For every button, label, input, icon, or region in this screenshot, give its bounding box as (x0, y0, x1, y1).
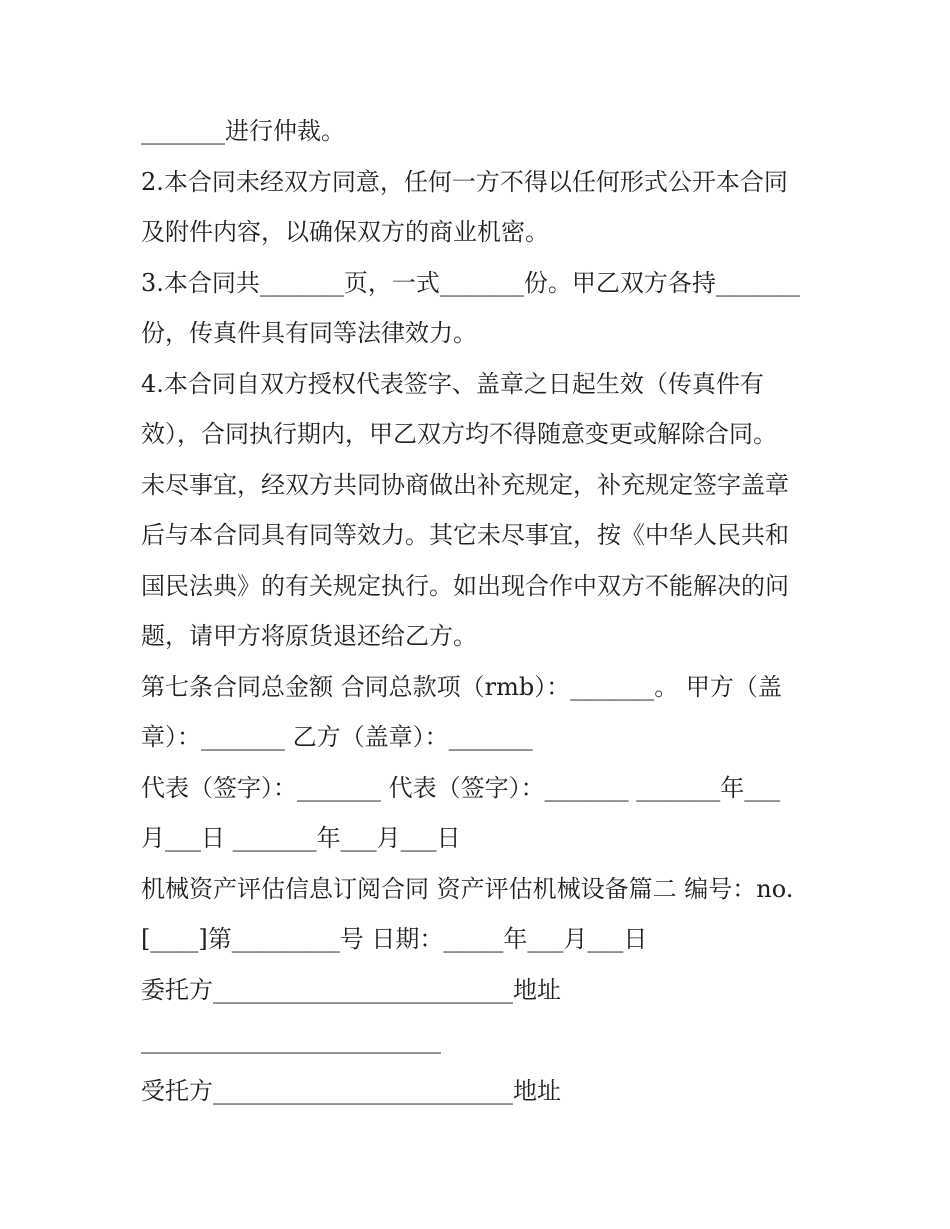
text-line-clause-4-part3: 未尽事宜，经双方共同协商做出补充规定，补充规定签字盖章 (141, 470, 789, 499)
text-line-clause-2-part1: 2.本合同未经双方同意，任何一方不得以任何形式公开本合同 (141, 167, 788, 196)
text-line-client-address: _________________________ (141, 1026, 441, 1054)
text-line-clause-4-part6: 题，请甲方将原货退还给乙方。 (141, 622, 477, 650)
text-line-clause-2-part2: 及附件内容，以确保双方的商业机密。 (141, 218, 549, 246)
document-body (141, 106, 821, 1116)
text-line-clause-3-part2: 份，传真件具有同等法律效力。 (141, 319, 477, 347)
text-line-clause-4-part2: 效），合同执行期内，甲乙双方均不得随意变更或解除合同。 (141, 420, 777, 448)
text-line-trustee: 受托方_________________________地址 (141, 1076, 561, 1105)
text-line-clause-4-part5: 国民法典》的有关规定执行。如出现合作中双方不能解决的问 (141, 571, 789, 600)
text-line-article-7-part1: 第七条合同总金额 合同总款项（rmb）：_______。 甲方（盖 (141, 672, 782, 701)
text-line-arbitration: _______进行仲裁。 (141, 117, 345, 145)
text-line-client: 委托方_________________________地址 (141, 975, 561, 1004)
text-line-contract-2-title: 机械资产评估信息订阅合同 资产评估机械设备篇二 编号：no. (141, 874, 794, 903)
text-line-clause-4-part1: 4.本合同自双方授权代表签字、盖章之日起生效（传真件有 (141, 369, 764, 398)
text-line-article-7-part2: 章）：_______ 乙方（盖章）：_______ (141, 723, 533, 751)
text-line-clause-3-part1: 3.本合同共_______页，一式_______份。甲乙双方各持_______ (141, 268, 800, 297)
text-line-dates: 月___日 _______年___月___日 (141, 824, 461, 852)
text-line-signatures: 代表（签字）：_______ 代表（签字）：_______ _______年___ (141, 773, 781, 802)
text-line-clause-4-part4: 后与本合同具有同等效力。其它未尽事宜，按《中华人民共和 (141, 521, 789, 549)
text-line-contract-2-number-date: [____]第_________号 日期：_____年___月___日 (141, 925, 648, 953)
